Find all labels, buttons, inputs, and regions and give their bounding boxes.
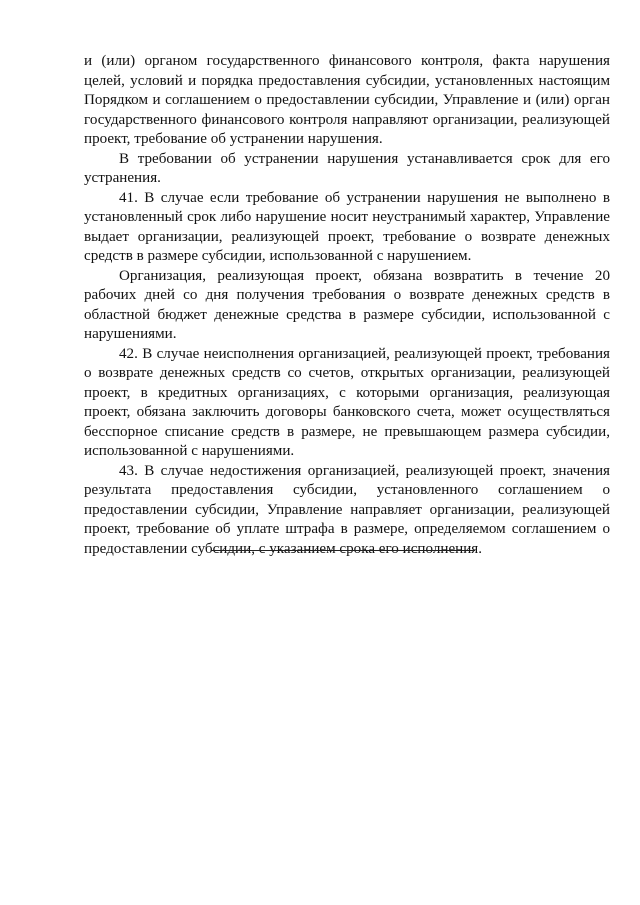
paragraph-continuation: и (или) органом государственного финансового контроля, факта нарушения целей, условий и порядка предоставления субсидии, установленных настоящим Порядком и соглашением о предоставлении субсидии, Управление и (или) орган государственного финансового контроля направляют организации, реализующей проект, требование об устранении нарушения. xyxy=(84,53,610,147)
end-separator-line xyxy=(211,550,475,551)
paragraph-deadline: В требовании об устранении нарушения устанавливается срок для его устранения. xyxy=(84,150,610,186)
paragraph-clause-43: 43. В случае недостижения организацией, реализующей проект, значения результата предоставления субсидии, установленного соглашением о предоставлении субсидии, Управление направляет организации, реализующей проект, требование об уплате штрафа в размере, определяемом соглашением о предоставлении субсидии, с указанием срока его исполнения. xyxy=(84,462,610,557)
paragraph-clause-42: 42. В случае неисполнения организацией, реализующей проект, требования о возврате денежных средств со счетов, открытых организации, реализующей проект, в кредитных организациях, с которыми организация, реализующая проект, обязана заключить договоры банковского счета, может осуществляться бесспорное списание средств в размере, не превышающем размера субсидии, использованной с нарушениями. xyxy=(84,345,610,459)
paragraph-clause-41: 41. В случае если требование об устранении нарушения не выполнено в установленный срок либо нарушение носит неустранимый характер, Управление выдает организации, реализующей проект, требование о возврате денежных средств в размере субсидии, использованной с нарушением. xyxy=(84,189,610,264)
paragraph-return-obligation: Организация, реализующая проект, обязана возвратить в течение 20 рабочих дней со дня получения требования о возврате денежных средств в областной бюджет денежные средства в размере субсидии, использованной с нарушениями. xyxy=(84,267,610,342)
document-body xyxy=(84,52,610,559)
